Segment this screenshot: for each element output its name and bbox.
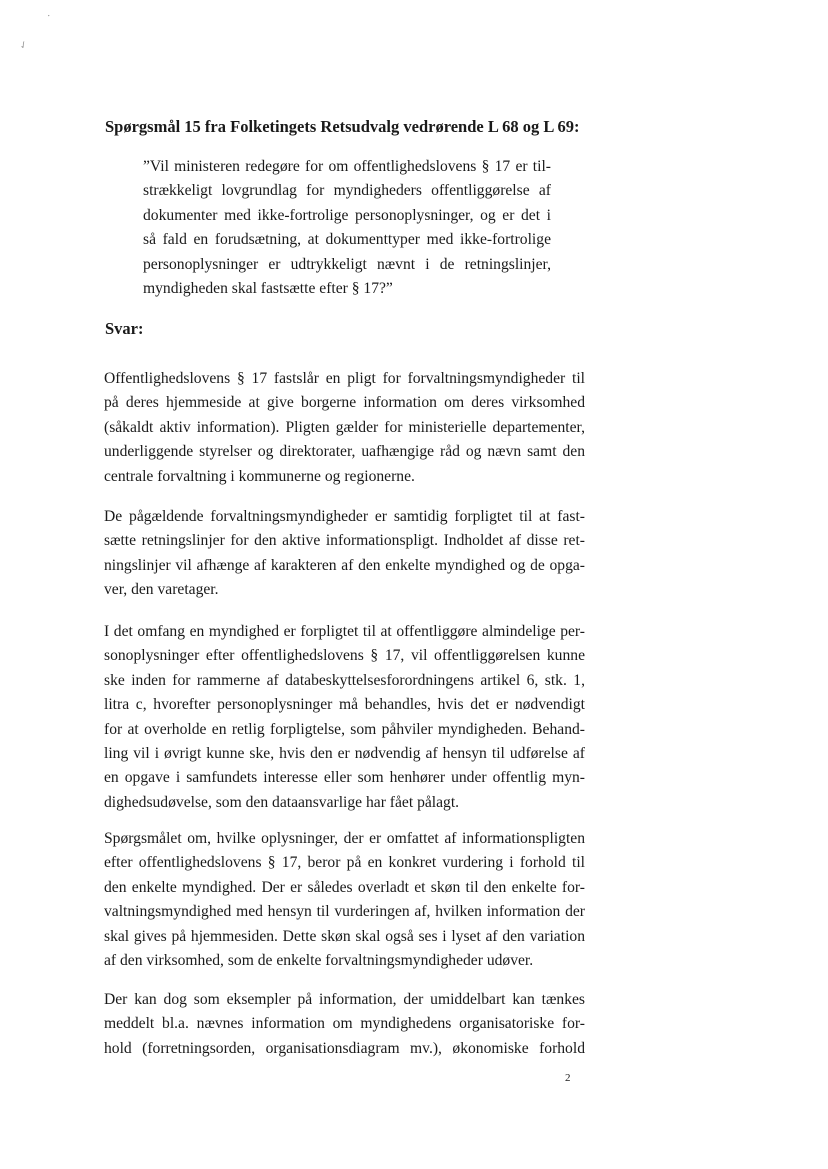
question-quote (143, 155, 551, 301)
paragraph-line: sætte retningslinjer for den aktive informationspligt. Indholdet af disse ret- (104, 532, 585, 550)
paragraph-line: efter offentlighedslovens § 17, beror på en konkret vurdering i forhold til (104, 854, 585, 872)
paragraph-line: ningslinjer vil afhænge af karakteren af den enkelte myndighed og de opga- (104, 556, 585, 574)
paragraph-line: Der kan dog som eksempler på information, der umiddelbart kan tænkes (104, 991, 585, 1008)
paragraph-line: valtningsmyndighed med hensyn til vurderingen af, hvilken information der (104, 903, 585, 921)
answer-paragraph-1 (104, 367, 585, 489)
quote-line: myndigheden skal fastsætte efter § 17?” (143, 280, 393, 298)
paragraph-line: (såkaldt aktiv information). Pligten gælder for ministerielle departementer, (104, 418, 585, 436)
paragraph-line: Spørgsmålet om, hvilke oplysninger, der er omfattet af informationspligten (104, 830, 585, 847)
quote-line: så fald en forudsætning, at dokumenttyper med ikke-fortrolige (143, 231, 551, 249)
answer-paragraph-5 (104, 988, 585, 1061)
quote-line: strækkeligt lovgrundlag for myndigheders offentliggørelse af (143, 182, 551, 200)
paragraph-line: ske inden for rammerne af databeskyttelsesforordningens artikel 6, stk. 1, (104, 671, 585, 689)
paragraph-line: litra c, hvorefter personoplysninger må behandles, hvis det er nødvendigt (104, 696, 585, 714)
paragraph-line: I det omfang en myndighed er forpligtet til at offentliggøre almindelige per- (104, 623, 585, 640)
answer-heading: Svar: (105, 319, 144, 338)
paragraph-line: dighedsudøvelse, som den dataansvarlige har fået pålagt. (104, 793, 460, 811)
paragraph-line: ver, den varetager. (104, 581, 219, 599)
quote-line: personoplysninger er udtrykkeligt nævnt i de retningslinjer, (143, 255, 551, 273)
paragraph-line: sonoplysninger efter offentlighedslovens § 17, vil offentliggørelsen kunne (104, 647, 585, 665)
scan-tick-mark: ✓ (17, 38, 31, 53)
answer-paragraph-2 (104, 505, 585, 603)
paragraph-line: en opgave i samfundets interesse eller som henhører under offentlig myn- (104, 769, 585, 787)
answer-paragraph-4 (104, 827, 585, 973)
paragraph-line: ling vil i øvrigt kunne ske, hvis den er nødvendig af hensyn til udførelse af (104, 745, 585, 763)
page-number: 2 (565, 1072, 571, 1084)
paragraph-line: De pågældende forvaltningsmyndigheder er samtidig forpligtet til at fast- (104, 508, 585, 525)
paragraph-line: meddelt bl.a. nævnes information om myndighedens organisatoriske for- (104, 1015, 585, 1033)
paragraph-line: hold (forretningsorden, organisationsdiagram mv.), økonomiske forhold (104, 1039, 585, 1057)
answer-paragraph-3 (104, 620, 585, 815)
paragraph-line: underliggende styrelser og direktorater, uafhængige råd og nævn samt den (104, 443, 585, 461)
scan-speck-mark: ⋅ (47, 11, 51, 22)
question-heading: Spørgsmål 15 fra Folketingets Retsudvalg vedrørende L 68 og L 69: (105, 117, 580, 136)
quote-line: ”Vil ministeren redegøre for om offentlighedslovens § 17 er til- (143, 158, 551, 175)
paragraph-line: af den virksomhed, som de enkelte forvaltningsmyndigheder udøver. (104, 952, 534, 970)
paragraph-line: Offentlighedslovens § 17 fastslår en pligt for forvaltningsmyndigheder til (104, 370, 585, 387)
paragraph-line: den enkelte myndighed. Der er således overladt et skøn til den enkelte for- (104, 878, 585, 896)
paragraph-line: centrale forvaltning i kommunerne og regionerne. (104, 467, 415, 485)
paragraph-line: skal gives på hjemmesiden. Dette skøn skal også ses i lyset af den variation (104, 927, 585, 945)
quote-line: dokumenter med ikke-fortrolige personoplysninger, og er det i (143, 206, 551, 224)
paragraph-line: på deres hjemmeside at give borgerne information om deres virksomhed (104, 394, 585, 412)
paragraph-line: for at overholde en retlig forpligtelse, som påhviler myndigheden. Behand- (104, 720, 585, 738)
